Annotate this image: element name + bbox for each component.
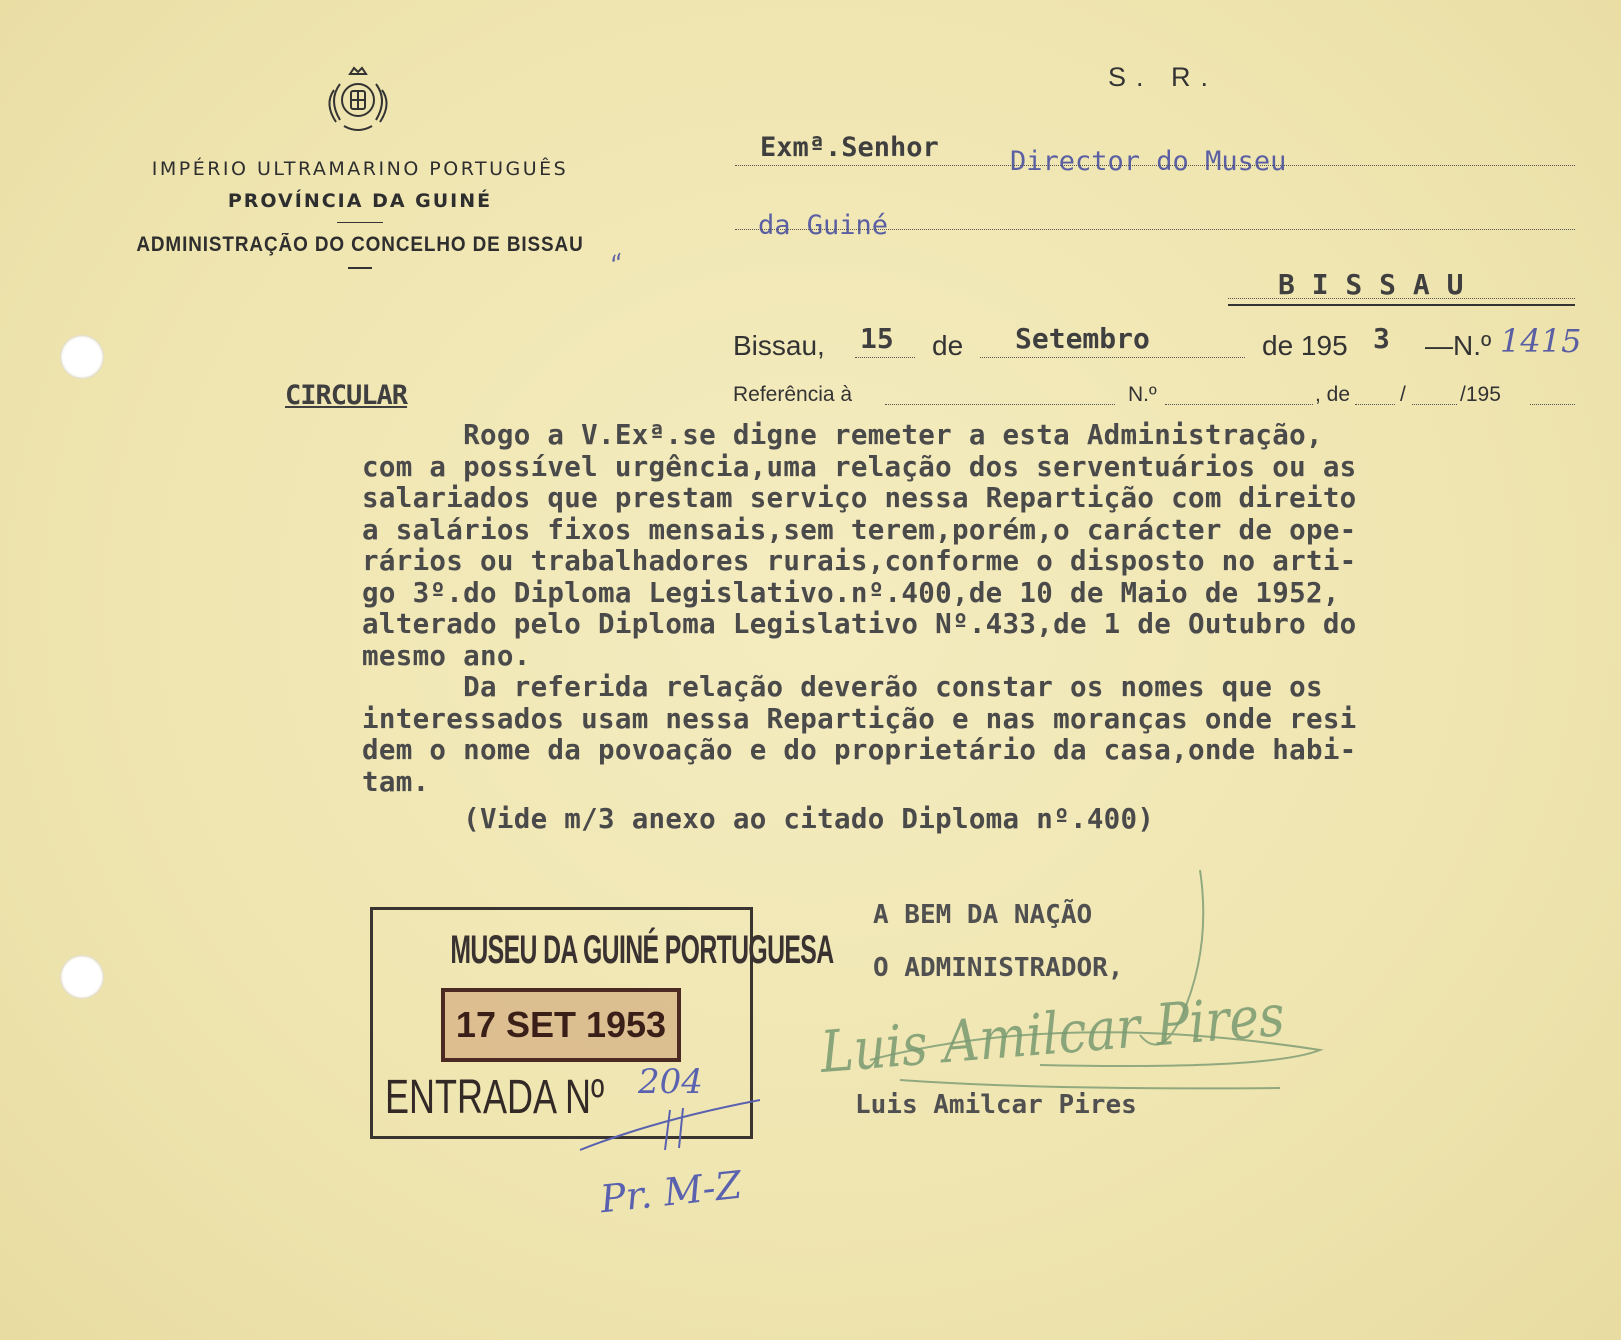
stamp-title: MUSEU DA GUINÉ PORTUGUESA (450, 928, 834, 972)
letterhead-divider-short (348, 267, 372, 269)
body-line: Da referida relação deverão constar os nomes que os (362, 671, 1323, 703)
date-month: Setembro (1015, 322, 1150, 355)
letterhead-administration: ADMINISTRAÇÃO DO CONCELHO DE BISSAU (136, 233, 584, 256)
letter-body (362, 420, 1542, 836)
reference-slash: / (1400, 383, 1406, 406)
reference-date-label: , de (1315, 383, 1351, 406)
date-year-digit: 3 (1373, 322, 1390, 355)
stamp-date: 17 SET 1953 (455, 1004, 667, 1045)
stamp-entrada-number: 204 (638, 1062, 703, 1102)
body-line: dem o nome da povoação e do proprietário da casa,onde habi- (362, 734, 1357, 766)
stamp-date-box (441, 988, 681, 1062)
city-underline (1228, 304, 1575, 306)
reference-label: Referência à (733, 383, 853, 406)
body-line: com a possível urgência,uma relação dos serventuários ou as (362, 450, 1357, 483)
date-de-1: de (932, 330, 964, 361)
pencil-mark: “ (607, 248, 631, 282)
signature-flourish-icon (840, 860, 1340, 1100)
date-place: Bissau, (733, 330, 825, 361)
body-line: salariados que prestam serviço nessa Repartição com direito (362, 482, 1357, 514)
recipient-line-1-dots (735, 165, 1575, 166)
date-number-label: —N.º (1425, 330, 1492, 361)
reference-number-label: N.º (1128, 383, 1157, 406)
letterhead-province: PROVÍNCIA DA GUINÉ (227, 190, 493, 212)
handwritten-annotation: Pr. M-Z (598, 1162, 744, 1222)
closing-line-2: O ADMINISTRADOR, (873, 953, 1124, 983)
city: B I S S A U (1278, 268, 1464, 301)
reference-dots-3 (1355, 404, 1395, 405)
typed-name: Luis Amilcar Pires (855, 1090, 1137, 1120)
letterhead-divider (337, 222, 383, 223)
circular-heading: CIRCULAR (285, 380, 408, 411)
letterhead (110, 60, 610, 269)
reference-year: /195 (1460, 383, 1501, 406)
body-line: Rogo a V.Exª.se digne remeter a esta Administração, (362, 419, 1323, 451)
closing-line-1: A BEM DA NAÇÃO (873, 900, 1093, 930)
body-line: (Vide m/3 anexo ao citado Diploma nº.400) (362, 803, 1155, 835)
body-line: rários ou trabalhadores rurais,conforme o disposto no arti- (362, 545, 1357, 577)
punch-hole-top (60, 335, 104, 379)
recipient-line-2: da Guiné (758, 210, 889, 241)
body-line: alterado pelo Diploma Legislativo Nº.433,de 1 de Outubro do (362, 608, 1357, 640)
date-de-2: de 195 (1262, 330, 1348, 361)
reference-dots-5 (1530, 404, 1575, 405)
date-number-value: 1415 (1500, 322, 1582, 360)
date-day-dots (855, 357, 915, 358)
body-line: tam. (362, 765, 430, 798)
stamp-strike-icon (575, 1080, 775, 1160)
recipient-line-1: Director do Museu (1010, 146, 1287, 177)
salutation: Exmª.Senhor (760, 132, 939, 163)
reference-dots-2 (1165, 404, 1313, 405)
handwritten-signature: Luis Amilcar Pires (818, 982, 1287, 1086)
body-line: mesmo ano. (362, 639, 531, 672)
date-day: 15 (860, 322, 894, 355)
body-line: interessados usam nessa Repartição e nas moranças onde resi (362, 702, 1357, 735)
recipient-line-2-dots (735, 229, 1575, 230)
body-line: go 3º.do Diploma Legislativo.nº.400,de 10 de Maio de 1952, (362, 576, 1340, 609)
reference-dots-4 (1412, 404, 1457, 405)
body-line: a salários fixos mensais,sem terem,porém,o carácter de ope- (362, 513, 1357, 546)
sr-mark: S. R. (1108, 62, 1219, 92)
city-dots (1228, 298, 1575, 299)
stamp-entrada-label: ENTRADA Nº (385, 1071, 605, 1124)
date-month-dots (980, 357, 1245, 358)
punch-hole-bottom (60, 955, 104, 999)
letterhead-empire: IMPÉRIO ULTRAMARINO PORTUGUÊS (151, 158, 569, 180)
reference-dots-1 (885, 404, 1115, 405)
